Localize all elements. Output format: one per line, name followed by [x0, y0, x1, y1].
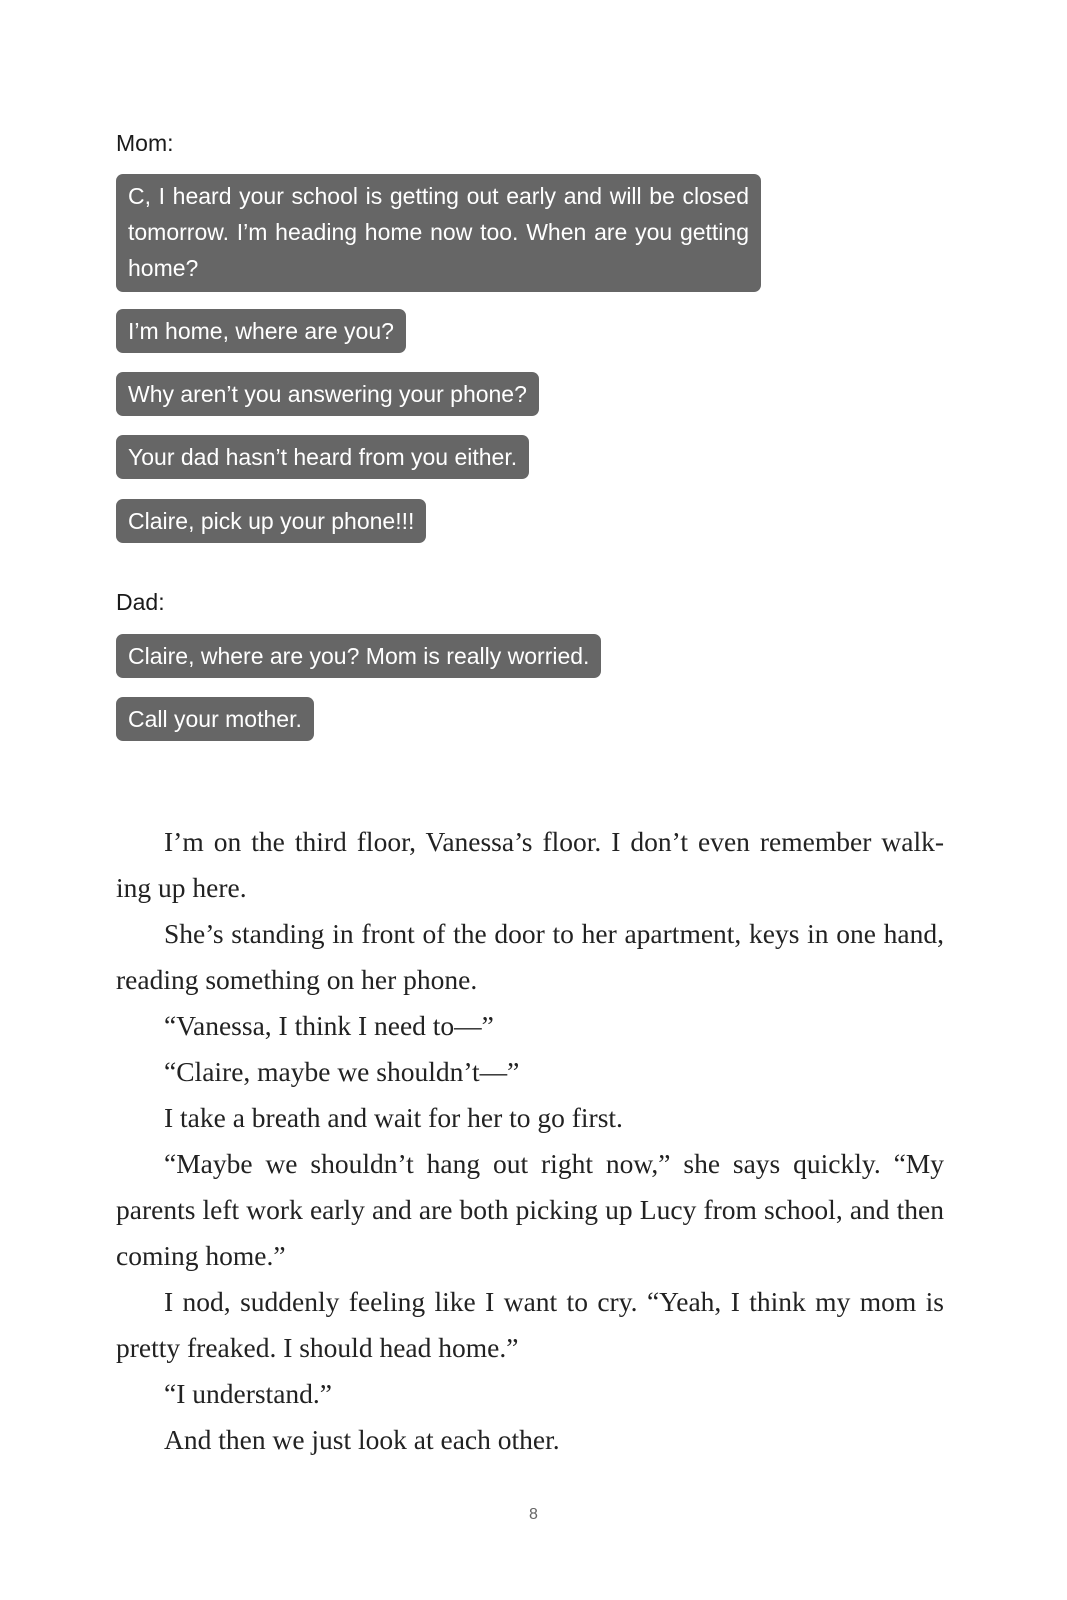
- mom-message-3: Why aren’t you answering your phone?: [116, 372, 539, 416]
- dad-message-1: Claire, where are you? Mom is really worried.: [116, 634, 601, 678]
- paragraph: I’m on the third floor, Vanessa’s floor. I don’t even remember walk-ing up here.: [116, 826, 944, 903]
- paragraph: “Claire, maybe we shouldn’t—”: [164, 1056, 520, 1087]
- mom-message-5: Claire, pick up your phone!!!: [116, 499, 426, 543]
- mom-message-4: Your dad hasn’t heard from you either.: [116, 435, 529, 479]
- mom-message-2: I’m home, where are you?: [116, 309, 406, 353]
- paragraph: I nod, suddenly feeling like I want to cry. “Yeah, I think my mom is pretty freaked. I should head home.”: [116, 1286, 944, 1363]
- paragraph: “I understand.”: [164, 1378, 332, 1409]
- paragraph: “Vanessa, I think I need to—”: [164, 1010, 494, 1041]
- dad-sender-label: Dad:: [116, 589, 165, 615]
- narrative-text: [116, 819, 944, 1463]
- mom-message-1: C, I heard your school is getting out early and will be closed tomorrow. I’m heading home now too. When are you getting home?: [116, 174, 761, 292]
- paragraph: And then we just look at each other.: [164, 1424, 560, 1455]
- paragraph: I take a breath and wait for her to go first.: [164, 1102, 623, 1133]
- mom-sender-label: Mom:: [116, 130, 174, 156]
- page-number: 8: [529, 1506, 538, 1523]
- paragraph: She’s standing in front of the door to her apartment, keys in one hand, reading something on her phone.: [116, 918, 944, 995]
- dad-message-2: Call your mother.: [116, 697, 314, 741]
- paragraph: “Maybe we shouldn’t hang out right now,” she says quickly. “My parents left work early and are both picking up Lucy from school, and then coming home.”: [116, 1148, 944, 1271]
